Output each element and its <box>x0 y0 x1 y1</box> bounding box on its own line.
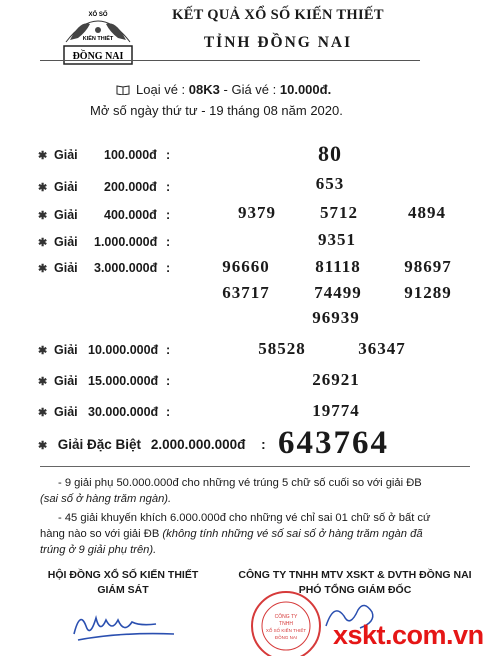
winning-number: 5712 <box>320 203 358 222</box>
prize-label: Giải <box>54 261 78 275</box>
prize-row-label <box>38 208 171 222</box>
winning-number: 96939 <box>312 308 360 327</box>
note-encouragement-line3 <box>40 543 480 559</box>
prize-label: Giải <box>54 374 78 388</box>
note-italic: trúng ở 9 giải phụ trên). <box>40 544 157 556</box>
prize-row-label <box>38 405 171 419</box>
prize-colon: : <box>166 208 171 222</box>
note-encouragement-line2 <box>40 527 480 543</box>
supervisor-signature <box>70 604 180 644</box>
site-watermark: xskt.com.vn <box>333 620 484 650</box>
svg-text:XỔ SỐ KIẾN THIẾT: XỔ SỐ KIẾN THIẾT <box>265 628 307 633</box>
asterisk-icon: ✱ <box>38 440 48 452</box>
winning-number: 98697 <box>404 257 452 276</box>
draw-date: Mở số ngày thứ tư - 19 tháng 08 năm 2020. <box>90 103 343 118</box>
winning-number: 653 <box>315 174 345 193</box>
prize-label: Giải <box>54 148 78 162</box>
prize-colon: : <box>166 148 171 162</box>
asterisk-icon: ✱ <box>38 237 48 249</box>
prize-row-label <box>38 374 171 388</box>
winning-number: 26921 <box>312 370 360 389</box>
logo-top-text: XỔ SỐ <box>88 12 108 18</box>
asterisk-icon: ✱ <box>38 345 48 357</box>
logo-bottom-text: ĐỒNG NAI <box>72 51 124 62</box>
prize-colon: : <box>166 374 171 388</box>
prize-label: Giải <box>54 180 78 194</box>
note-text: - 9 giải phụ 50.000.000đ cho những vé trúng 5 chữ số cuối so với giải ĐB <box>58 477 422 489</box>
prize-colon: : <box>166 180 171 194</box>
note-text: - 45 giải khuyến khích 6.000.000đ cho những vé chỉ sai 01 chữ số ở bất cứ <box>58 512 431 524</box>
ticket-price-label: Giá vé : <box>231 82 277 97</box>
prize-amount: 3.000.000đ <box>94 261 158 275</box>
winning-number: 91289 <box>404 283 452 302</box>
special-label: Giải Đặc Biệt <box>57 437 142 452</box>
winning-number: 36347 <box>358 339 406 358</box>
dong-nai-lottery-logo <box>56 2 140 66</box>
prize-colon: : <box>166 261 171 275</box>
supervisor-org: HỘI ĐỒNG XỔ SỐ KIẾN THIẾT <box>47 569 199 581</box>
note-consolation <box>58 476 488 492</box>
note-consolation-detail <box>40 492 480 508</box>
asterisk-icon: ✱ <box>38 150 48 162</box>
prize-amount: 100.000đ <box>104 148 157 162</box>
notes-divider <box>40 466 470 467</box>
company-seal <box>248 588 324 656</box>
special-colon: : <box>261 437 266 452</box>
asterisk-icon: ✱ <box>38 210 48 222</box>
sheet-title: KẾT QUẢ XỔ SỐ KIẾN THIẾT <box>172 7 384 23</box>
winning-number: 9379 <box>238 203 276 222</box>
prize-amount: 400.000đ <box>104 208 157 222</box>
prize-colon: : <box>166 235 171 249</box>
prize-label: Giải <box>54 208 78 222</box>
asterisk-icon: ✱ <box>38 182 48 194</box>
prize-row-label <box>38 235 171 249</box>
prize-amount: 10.000.000đ <box>88 343 159 357</box>
special-amount: 2.000.000.000đ <box>150 437 246 452</box>
winning-number: 9351 <box>318 230 356 249</box>
special-prize-label <box>38 437 266 452</box>
supervisor-role: GIÁM SÁT <box>97 584 149 596</box>
asterisk-icon: ✱ <box>38 263 48 275</box>
province-title: TỈNH ĐỒNG NAI <box>203 34 353 51</box>
ticket-info <box>116 82 331 97</box>
ticket-type-label: Loại vé : <box>136 82 186 97</box>
prize-row-label <box>38 261 171 275</box>
logo-middle-text: KIẾN THIẾT <box>82 36 114 42</box>
supervisor-block <box>38 568 208 598</box>
winning-number: 58528 <box>258 339 306 358</box>
winning-number: 63717 <box>222 283 270 302</box>
winning-number: 19774 <box>312 401 360 420</box>
svg-text:TNHH: TNHH <box>279 621 293 627</box>
header-divider <box>40 60 420 61</box>
prize-amount: 200.000đ <box>104 180 157 194</box>
svg-text:ĐỒNG NAI: ĐỒNG NAI <box>274 635 298 640</box>
winning-number: 4894 <box>408 203 446 222</box>
svg-text:CÔNG TY: CÔNG TY <box>274 614 298 620</box>
prize-label: Giải <box>54 405 78 419</box>
winning-number: 80 <box>318 141 342 166</box>
ticket-price-value: 10.000đ. <box>279 82 332 97</box>
winning-number: 96660 <box>222 257 270 276</box>
prize-label: Giải <box>54 235 78 249</box>
prize-label: Giải <box>54 343 78 357</box>
prize-colon: : <box>166 405 171 419</box>
winning-number: 74499 <box>314 283 362 302</box>
note-encouragement <box>58 511 488 527</box>
prize-amount: 30.000.000đ <box>88 405 159 419</box>
ticket-type-value: 08K3 <box>188 82 220 97</box>
asterisk-icon: ✱ <box>38 376 48 388</box>
ticket-separator: - <box>223 82 228 97</box>
special-winning-number: 643764 <box>278 425 389 461</box>
prize-amount: 1.000.000đ <box>94 235 158 249</box>
note-text: hàng nào so với giải ĐB <box>40 528 160 540</box>
company-role: PHÓ TỔNG GIÁM ĐỐC <box>298 584 412 596</box>
prize-row-label <box>38 148 171 162</box>
note-italic: (không tính những vé số sai số ở hàng trăm ngàn đã <box>162 528 423 540</box>
prize-row-label <box>38 343 171 357</box>
company-name: CÔNG TY TNHH MTV XSKT & DVTH ĐỒNG NAI <box>238 569 472 581</box>
winning-number: 81118 <box>315 257 361 276</box>
asterisk-icon: ✱ <box>38 407 48 419</box>
prize-colon: : <box>166 343 171 357</box>
book-icon <box>116 85 130 95</box>
prize-amount: 15.000.000đ <box>88 374 159 388</box>
note-italic: (sai số ở hàng trăm ngàn). <box>40 493 172 505</box>
prize-row-label <box>38 180 171 194</box>
